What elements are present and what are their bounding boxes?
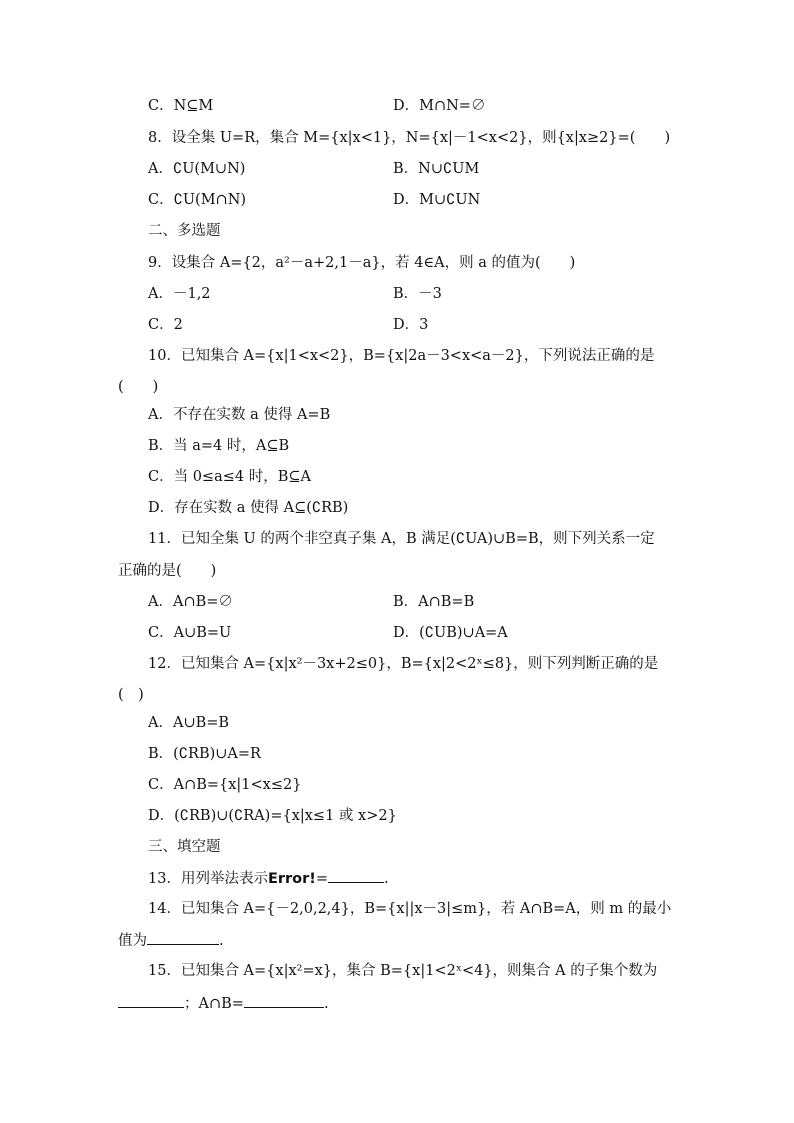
q13-stem-line [148, 868, 389, 889]
q14-stem-cont: 值为 [118, 933, 147, 949]
q13-answer-blank [328, 868, 384, 883]
section-heading-multiple-choice: 二、多选题 [148, 223, 221, 239]
q13-error-text: Error! [267, 871, 316, 887]
q14-stem-cont-line [118, 930, 224, 951]
q10-option-b: B．当 a=4 时，A⊆B [148, 438, 290, 454]
q13-end: . [384, 871, 389, 887]
q15-stem-cont-line [118, 993, 329, 1014]
q11-option-d: D．(∁UB)∪A=A [393, 625, 508, 641]
q14-answer-blank [147, 930, 219, 945]
q15-stem: 15．已知集合 A={x|x²=x}，集合 B={x|1<2ˣ<4}，则集合 A 的子集个数为 [148, 963, 658, 979]
q15-answer-blank-1 [118, 993, 184, 1008]
q15-mid: ；A∩B= [184, 996, 244, 1012]
q12-option-a: A．A∪B=B [148, 715, 230, 731]
q9-option-d: D．3 [393, 317, 429, 333]
q9-option-c: C．2 [148, 317, 183, 333]
q8-option-b: B．N∪∁UM [393, 161, 480, 177]
q7-option-c: C．N⊆M [148, 98, 214, 114]
q14-stem: 14．已知集合 A={－2,0,2,4}，B={x||x－3|≤m}，若 A∩B=A，则 m 的最小 [148, 901, 672, 917]
q8-option-d: D．M∪∁UN [393, 192, 481, 208]
q11-stem-cont: 正确的是( ) [118, 563, 217, 579]
q12-stem: 12．已知集合 A={x|x²－3x+2≤0}，B={x|2<2ˣ≤8}，则下列判断正确的是 [148, 656, 659, 672]
q13-stem: 13．用列举法表示 [148, 871, 268, 887]
q11-option-a: A．A∩B=∅ [148, 594, 233, 610]
q10-stem: 10．已知集合 A={x|1<x<2}，B={x|2a－3<x<a－2}，下列说法正确的是 [148, 348, 655, 364]
q8-stem: 8．设全集 U=R，集合 M={x|x<1}，N={x|－1<x<2}，则{x|x≥2}=( ) [148, 130, 671, 146]
q15-answer-blank-2 [244, 993, 324, 1008]
q9-option-b: B．－3 [393, 286, 442, 302]
q11-option-b: B．A∩B=B [393, 594, 475, 610]
q12-option-c: C．A∩B={x|1<x≤2} [148, 777, 302, 793]
q10-stem-cont: ( ) [118, 379, 159, 395]
q11-option-c: C．A∪B=U [148, 625, 232, 641]
q11-stem: 11．已知全集 U 的两个非空真子集 A，B 满足(∁UA)∪B=B，则下列关系一定 [148, 531, 655, 547]
q10-option-a: A．不存在实数 a 使得 A=B [148, 407, 331, 423]
q15-end: . [323, 996, 329, 1012]
q10-option-d: D．存在实数 a 使得 A⊆(∁RB) [148, 500, 349, 516]
q8-option-a: A．∁U(M∪N) [148, 161, 246, 177]
section-heading-fill-in: 三、填空题 [148, 839, 221, 855]
q12-stem-cont: ( ) [118, 687, 144, 703]
q13-equals: = [315, 871, 329, 887]
q12-option-b: B．(∁RB)∪A=R [148, 746, 261, 762]
q8-option-c: C．∁U(M∩N) [148, 192, 247, 208]
q12-option-d: D．(∁RB)∪(∁RA)={x|x≤1 或 x>2} [148, 808, 397, 824]
q9-stem: 9．设集合 A={2，a²－a+2,1－a}，若 4∈A，则 a 的值为( ) [148, 255, 576, 271]
q9-option-a: A．－1,2 [148, 286, 211, 302]
q7-option-d: D．M∩N=∅ [393, 98, 486, 114]
q14-end: . [219, 933, 224, 949]
q10-option-c: C．当 0≤a≤4 时，B⊆A [148, 469, 311, 485]
